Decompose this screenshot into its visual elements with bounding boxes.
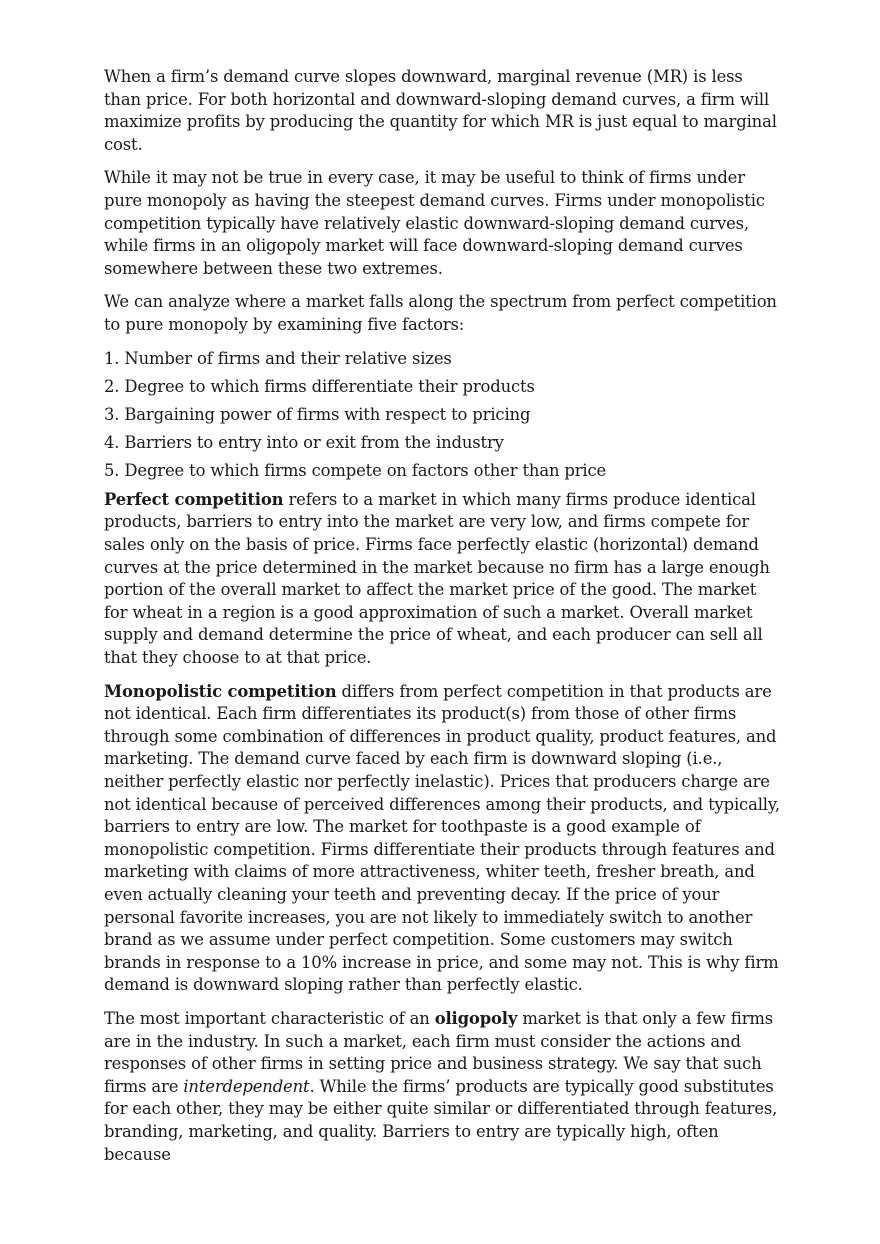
term-interdependent: interdependent xyxy=(183,1076,310,1096)
paragraph-marginal-revenue: When a firm’s demand curve slopes downward, marginal revenue (MR) is less than price. For both horizontal and downward-sloping demand curves, a firm will maximize profits by producing the quantity for which MR is just equal to marginal cost. xyxy=(104,67,777,154)
list-item: 2. Degree to which firms differentiate their products xyxy=(104,376,535,396)
list-item: 5. Degree to which firms compete on factors other than price xyxy=(104,461,607,481)
list-item: 1. Number of firms and their relative sizes xyxy=(104,348,452,368)
oligopoly-text-before: The most important characteristic of an xyxy=(104,1008,435,1028)
oligopoly-text-after: . While the firms’ products are typically good substitutes for each other, they may be either quite similar or differentiated through features, branding, marketing, and quality. Barriers to entry are typically high, often because xyxy=(104,1076,778,1164)
term-perfect-competition: Perfect competition xyxy=(104,489,284,509)
list-item: 3. Bargaining power of firms with respect to pricing xyxy=(104,404,531,424)
term-monopolistic-competition: Monopolistic competition xyxy=(104,681,337,701)
paragraph-oligopoly xyxy=(104,1008,780,1166)
monopolistic-competition-text: differs from perfect competition in that products are not identical. Each firm differentiates its product(s) from those of other firms through some combination of differences in product quality, product features, and marketing. The demand curve faced by each firm is downward sloping (i.e., neither perfectly elastic nor perfectly inelastic). Prices that producers charge are not identical because of perceived differences among their products, and typically, barriers to entry are low. The market for toothpaste is a good example of monopolistic competition. Firms differentiate their products through features and marketing with claims of more attractiveness, whiter teeth, fresher breath, and even actually cleaning your teeth and preventing decay. If the price of your personal favorite increases, you are not likely to immediately switch to another brand as we assume under perfect competition. Some customers may switch brands in response to a 10% increase in price, and some may not. This is why firm demand is downward sloping rather than perfectly elastic. xyxy=(104,681,780,995)
document-page xyxy=(104,66,780,1177)
paragraph-monopolistic-competition xyxy=(104,681,780,997)
paragraph-perfect-competition xyxy=(104,489,780,670)
oligopoly-text-middle: market is that only a few firms are in the industry. In such a market, each firm must consider the actions and responses of other firms in setting price and business strategy. We say that such firms are xyxy=(104,1008,774,1096)
paragraph-demand-curves: While it may not be true in every case, it may be useful to think of firms under pure monopoly as having the steepest demand curves. Firms under monopolistic competition typically have relatively elastic downward-sloping demand curves, while firms in an oligopoly market will face downward-sloping demand curves somewhere between these two extremes. xyxy=(104,168,765,278)
term-oligopoly: oligopoly xyxy=(434,1008,518,1028)
factors-list xyxy=(104,348,780,483)
paragraph-spectrum: We can analyze where a market falls along the spectrum from perfect competition to pure monopoly by examining five factors: xyxy=(104,292,777,334)
list-item: 4. Barriers to entry into or exit from the industry xyxy=(104,433,504,453)
perfect-competition-text: refers to a market in which many firms produce identical products, barriers to entry into the market are very low, and firms compete for sales only on the basis of price. Firms face perfectly elastic (horizontal) demand curves at the price determined in the market because no firm has a large enough portion of the overall market to affect the market price of the good. The market for wheat in a region is a good approximation of such a market. Overall market supply and demand determine the price of wheat, and each producer can sell all that they choose to at that price. xyxy=(104,489,770,668)
